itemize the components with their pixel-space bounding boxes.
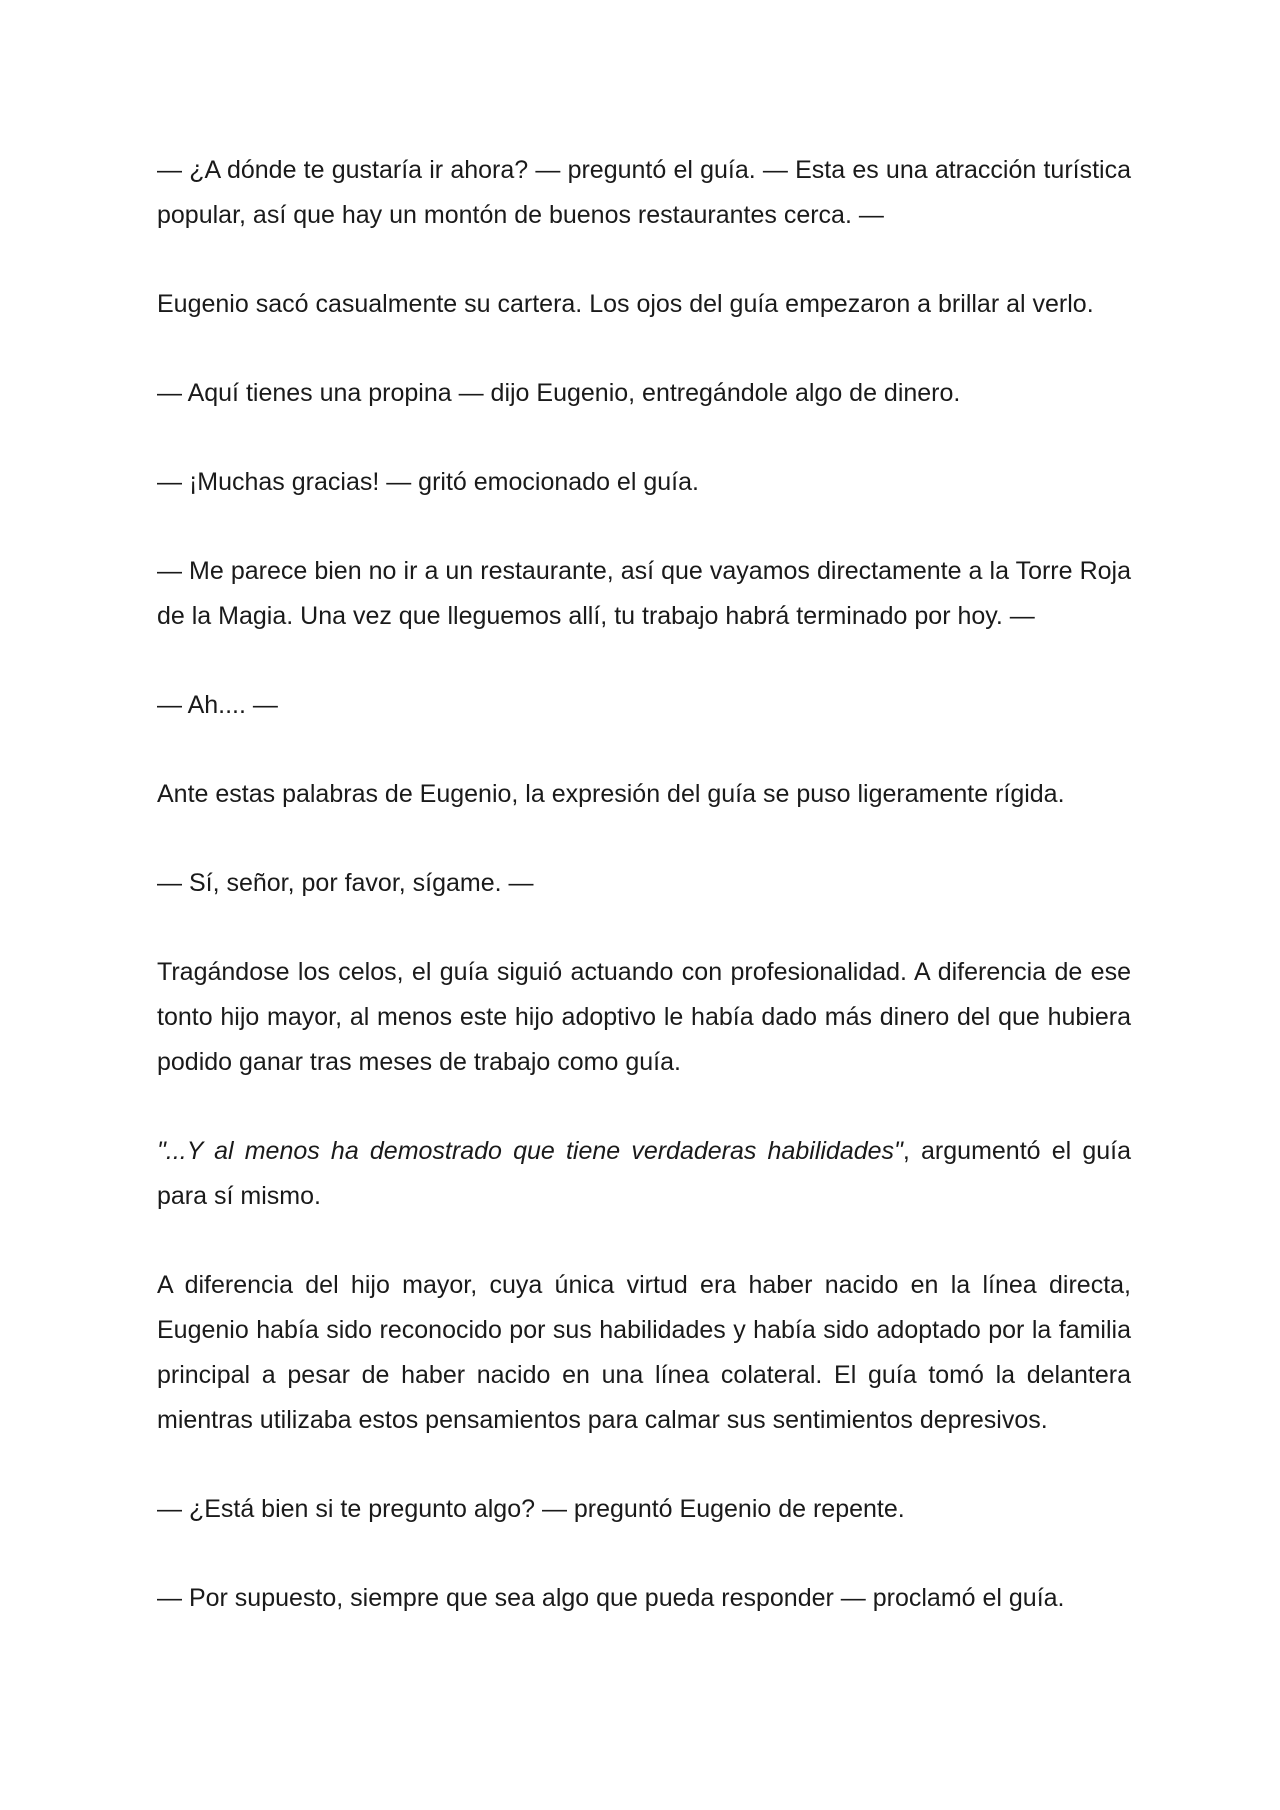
- paragraph: — Me parece bien no ir a un restaurante, así que vayamos directamente a la Torre Roja de la Magia. Una vez que lleguemos allí, tu trabajo habrá terminado por hoy. —: [157, 557, 1131, 630]
- paragraph-mixed: [157, 1129, 1131, 1219]
- paragraph: Tragándose los celos, el guía siguió actuando con profesionalidad. A diferencia de ese tonto hijo mayor, al menos este hijo adoptivo le había dado más dinero del que hubiera podido ganar tras meses de trabajo como guía.: [157, 958, 1131, 1076]
- paragraph: — ¿Está bien si te pregunto algo? — preguntó Eugenio de repente.: [157, 1495, 905, 1523]
- paragraph: — Ah.... —: [157, 691, 278, 719]
- italic-quote: "...Y al menos ha demostrado que tiene verdaderas habilidades": [157, 1137, 903, 1165]
- paragraph: A diferencia del hijo mayor, cuya única virtud era haber nacido en la línea directa, Eugenio había sido reconocido por sus habilidades y había sido adoptado por la familia principal a pesar de haber nacido en una línea colateral. El guía tomó la delantera mientras utilizaba estos pensamientos para calmar sus sentimientos depresivos.: [157, 1271, 1131, 1434]
- paragraph: Ante estas palabras de Eugenio, la expresión del guía se puso ligeramente rígida.: [157, 780, 1065, 808]
- paragraph: — ¡Muchas gracias! — gritó emocionado el guía.: [157, 468, 699, 496]
- paragraph: Eugenio sacó casualmente su cartera. Los ojos del guía empezaron a brillar al verlo.: [157, 290, 1094, 318]
- paragraph: — Por supuesto, siempre que sea algo que pueda responder — proclamó el guía.: [157, 1584, 1065, 1612]
- paragraph-continuation: , argumentó el guía para sí mismo.: [157, 1137, 1131, 1210]
- paragraph: — Aquí tienes una propina — dijo Eugenio, entregándole algo de dinero.: [157, 379, 961, 407]
- paragraph: — ¿A dónde te gustaría ir ahora? — preguntó el guía. — Esta es una atracción turística popular, así que hay un montón de buenos restaurantes cerca. —: [157, 156, 1131, 229]
- paragraph: — Sí, señor, por favor, sígame. —: [157, 869, 534, 897]
- document-page: [157, 148, 1131, 1665]
